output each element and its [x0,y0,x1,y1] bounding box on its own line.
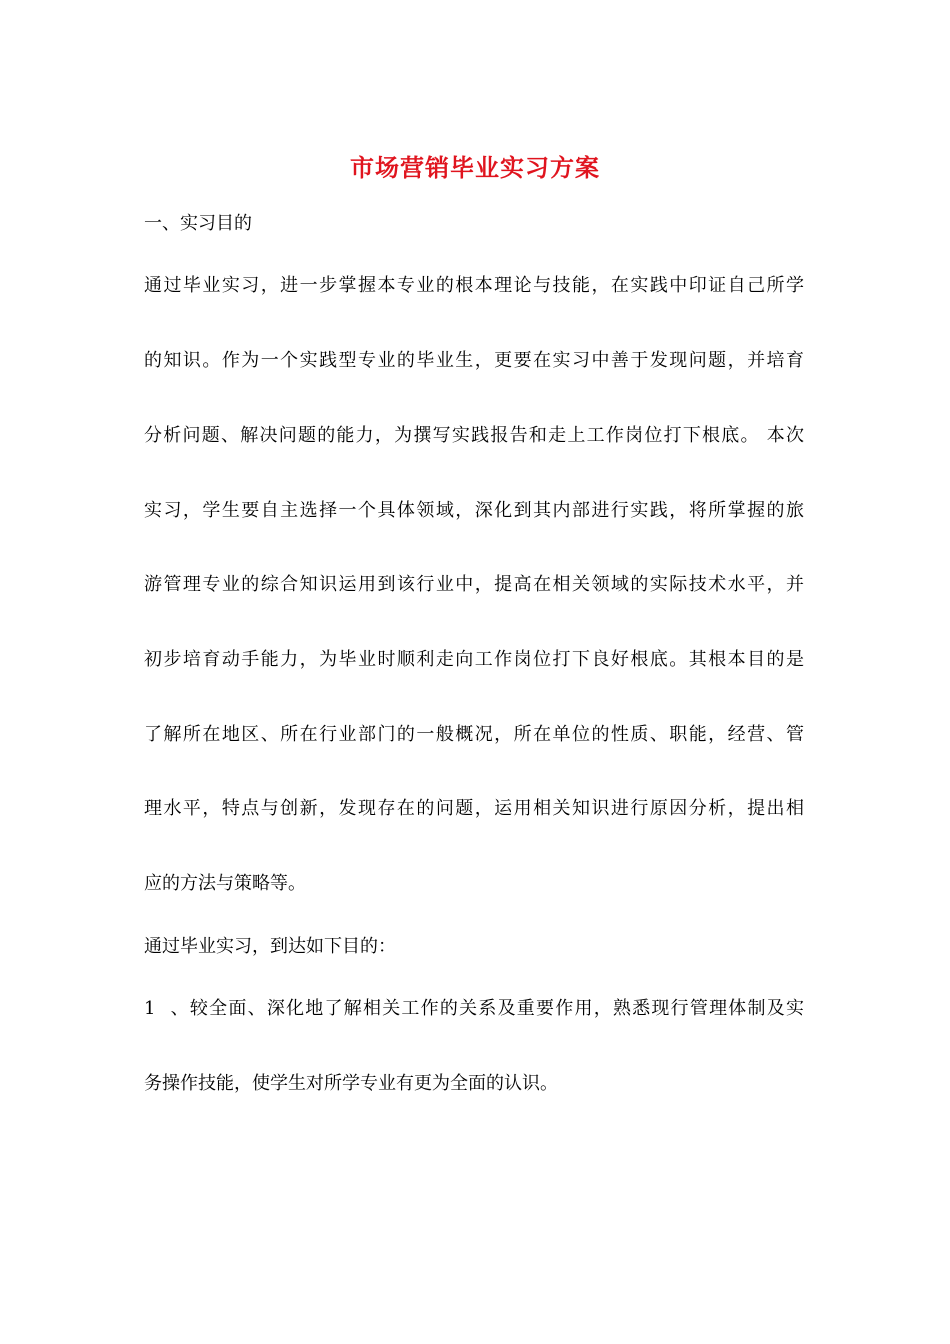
paragraph-line: 实习，学生要自主选择一个具体领域，深化到其内部进行实践，将所掌握的旅 [144,500,804,521]
intro-line: 通过毕业实习，到达如下目的： [144,936,396,957]
paragraph-line: 理水平，特点与创新，发现存在的问题，运用相关知识进行原因分析，提出相 [144,798,804,819]
paragraph-line: 初步培育动手能力，为毕业时顺利走向工作岗位打下良好根底。其根本目的是 [144,649,804,670]
paragraph-line: 游管理专业的综合知识运用到该行业中，提高在相关领域的实际技术水平，并 [144,574,804,595]
list-item-number: 1 [144,998,156,1019]
paragraph-line: 的知识。作为一个实践型专业的毕业生，更要在实习中善于发现问题，并培育 [144,350,804,371]
document-title: 市场营销毕业实习方案 [350,153,600,182]
paragraph-line: 通过毕业实习，进一步掌握本专业的根本理论与技能，在实践中印证自己所学 [144,275,804,296]
list-item-1-line2: 务操作技能，使学生对所学专业有更为全面的认识。 [144,1073,558,1094]
list-item-1-line1 [144,996,804,1022]
paragraph-line: 应的方法与策略等。 [144,873,306,894]
section-heading: 一、实习目的 [144,213,252,234]
list-item-text: 、较全面、深化地了解相关工作的关系及重要作用，熟悉现行管理体制及实 [169,998,804,1019]
paragraph-line: 了解所在地区、所在行业部门的一般概况，所在单位的性质、职能，经营、管 [144,724,804,745]
paragraph-line: 分析问题、解决问题的能力，为撰写实践报告和走上工作岗位打下根底。 本次 [144,425,804,446]
